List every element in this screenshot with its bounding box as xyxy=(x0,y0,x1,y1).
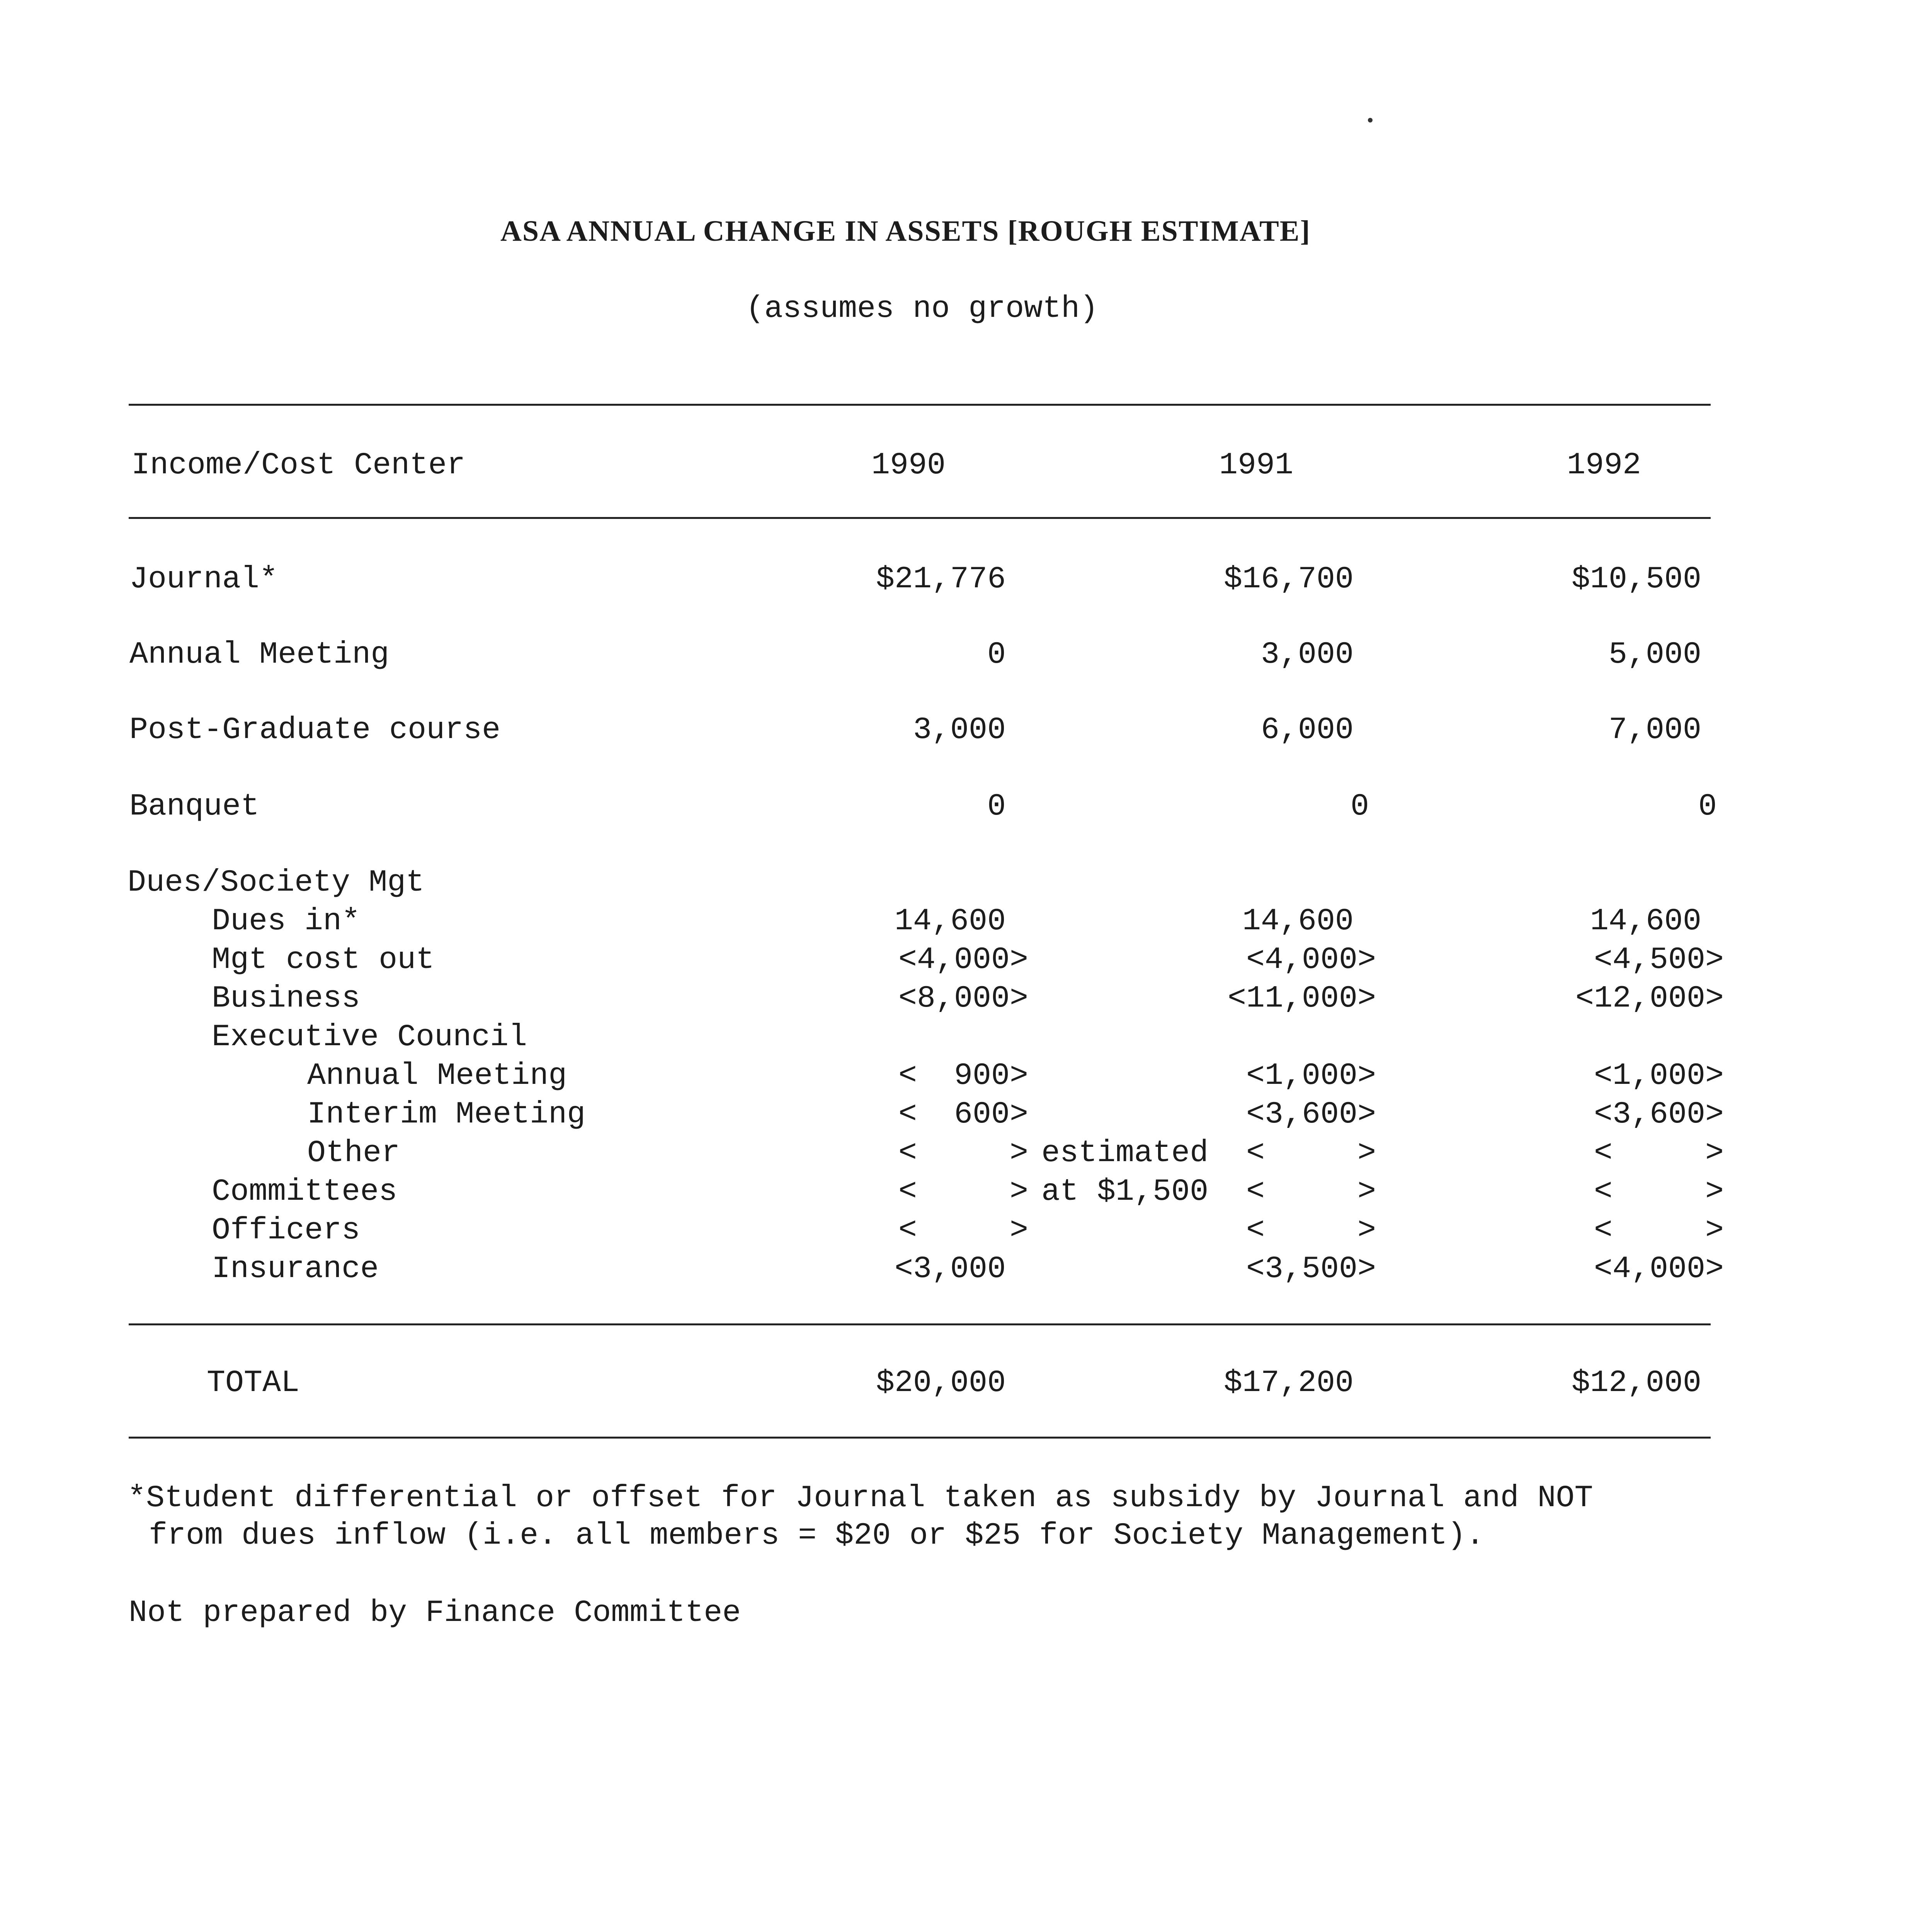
cell-1991: 0 xyxy=(1350,789,1369,824)
cell-1992: <4,500> xyxy=(1594,942,1724,978)
estimate-note-line-2: at $1,500 xyxy=(1041,1174,1209,1209)
estimate-note-line-1: estimated xyxy=(1041,1136,1209,1171)
cell-1990: 0 xyxy=(987,789,1006,824)
cell-1992: 0 xyxy=(1698,789,1717,824)
total-label: TOTAL xyxy=(207,1366,300,1401)
scan-speck xyxy=(1368,118,1373,122)
row-label: Officers xyxy=(212,1213,361,1248)
document-title: ASA ANNUAL CHANGE IN ASSETS [ROUGH ESTIMATE] xyxy=(500,215,1311,247)
row-label: Journal* xyxy=(129,562,278,597)
group-heading: Dues/Society Mgt xyxy=(128,865,425,900)
cell-1991: <11,000> xyxy=(1227,981,1376,1016)
row-label: Interim Meeting xyxy=(307,1097,586,1132)
cell-1991: 14,600 xyxy=(1242,904,1354,939)
cell-1992: <4,000> xyxy=(1594,1252,1724,1287)
row-label: Mgt cost out xyxy=(212,942,435,978)
cell-1990: < 600> xyxy=(898,1097,1028,1132)
cell-1991: <1,000> xyxy=(1246,1058,1376,1094)
cell-1990: < > xyxy=(898,1136,1028,1171)
column-header-label: Income/Cost Center xyxy=(131,448,466,483)
cell-1990: 14,600 xyxy=(894,904,1006,939)
row-label: Annual Meeting xyxy=(307,1058,567,1094)
cell-1991: 6,000 xyxy=(1260,713,1354,748)
row-label: Annual Meeting xyxy=(129,637,390,672)
cell-1992: 7,000 xyxy=(1608,713,1701,748)
cell-1992: 14,600 xyxy=(1590,904,1701,939)
cell-1991: 3,000 xyxy=(1260,637,1354,672)
row-label: Other xyxy=(307,1136,400,1171)
cell-1990: <8,000> xyxy=(898,981,1028,1016)
document-subtitle: (assumes no growth) xyxy=(746,291,1099,327)
cell-1992: 5,000 xyxy=(1608,637,1701,672)
cell-1991: < > xyxy=(1246,1213,1376,1248)
cell-1990: <3,000 xyxy=(894,1252,1006,1287)
cell-1990: 3,000 xyxy=(913,713,1006,748)
cell-1992: <1,000> xyxy=(1594,1058,1724,1094)
cell-1990: < > xyxy=(898,1213,1028,1248)
row-label: Post-Graduate course xyxy=(129,713,501,748)
row-label: Committees xyxy=(212,1174,398,1209)
subgroup-heading: Executive Council xyxy=(212,1020,527,1055)
prepared-note: Not prepared by Finance Committee xyxy=(129,1595,741,1631)
cell-1990: 0 xyxy=(987,637,1006,672)
rule-header xyxy=(129,517,1711,519)
row-label: Dues in* xyxy=(212,904,361,939)
total-1991: $17,200 xyxy=(1223,1366,1354,1401)
rule-total-bottom xyxy=(129,1437,1711,1439)
cell-1991: $16,700 xyxy=(1223,562,1354,597)
cell-1991: <3,500> xyxy=(1246,1252,1376,1287)
cell-1991: <4,000> xyxy=(1246,942,1376,978)
cell-1992: <12,000> xyxy=(1575,981,1724,1016)
rule-top xyxy=(129,404,1711,406)
column-header-1991: 1991 xyxy=(1219,448,1294,483)
row-label: Insurance xyxy=(212,1252,379,1287)
total-1990: $20,000 xyxy=(876,1366,1006,1401)
footnote-line-1: *Student differential or offset for Journal taken as subsidy by Journal and NOT xyxy=(128,1481,1593,1516)
column-header-1992: 1992 xyxy=(1567,448,1641,483)
cell-1992: < > xyxy=(1594,1174,1724,1209)
cell-1991: <3,600> xyxy=(1246,1097,1376,1132)
rule-total-top xyxy=(129,1323,1711,1325)
cell-1992: < > xyxy=(1594,1213,1724,1248)
cell-1991: < > xyxy=(1246,1136,1376,1171)
row-label: Banquet xyxy=(129,789,260,824)
row-label: Business xyxy=(212,981,361,1016)
cell-1990: <4,000> xyxy=(898,942,1028,978)
cell-1990: < 900> xyxy=(898,1058,1028,1094)
column-header-1990: 1990 xyxy=(871,448,946,483)
footnote-line-2: from dues inflow (i.e. all members = $20 or $25 for Society Management). xyxy=(149,1518,1485,1553)
cell-1992: < > xyxy=(1594,1136,1724,1171)
cell-1992: $10,500 xyxy=(1571,562,1701,597)
total-1992: $12,000 xyxy=(1571,1366,1701,1401)
cell-1992: <3,600> xyxy=(1594,1097,1724,1132)
cell-1991: < > xyxy=(1246,1174,1376,1209)
cell-1990: $21,776 xyxy=(876,562,1006,597)
cell-1990: < > xyxy=(898,1174,1028,1209)
